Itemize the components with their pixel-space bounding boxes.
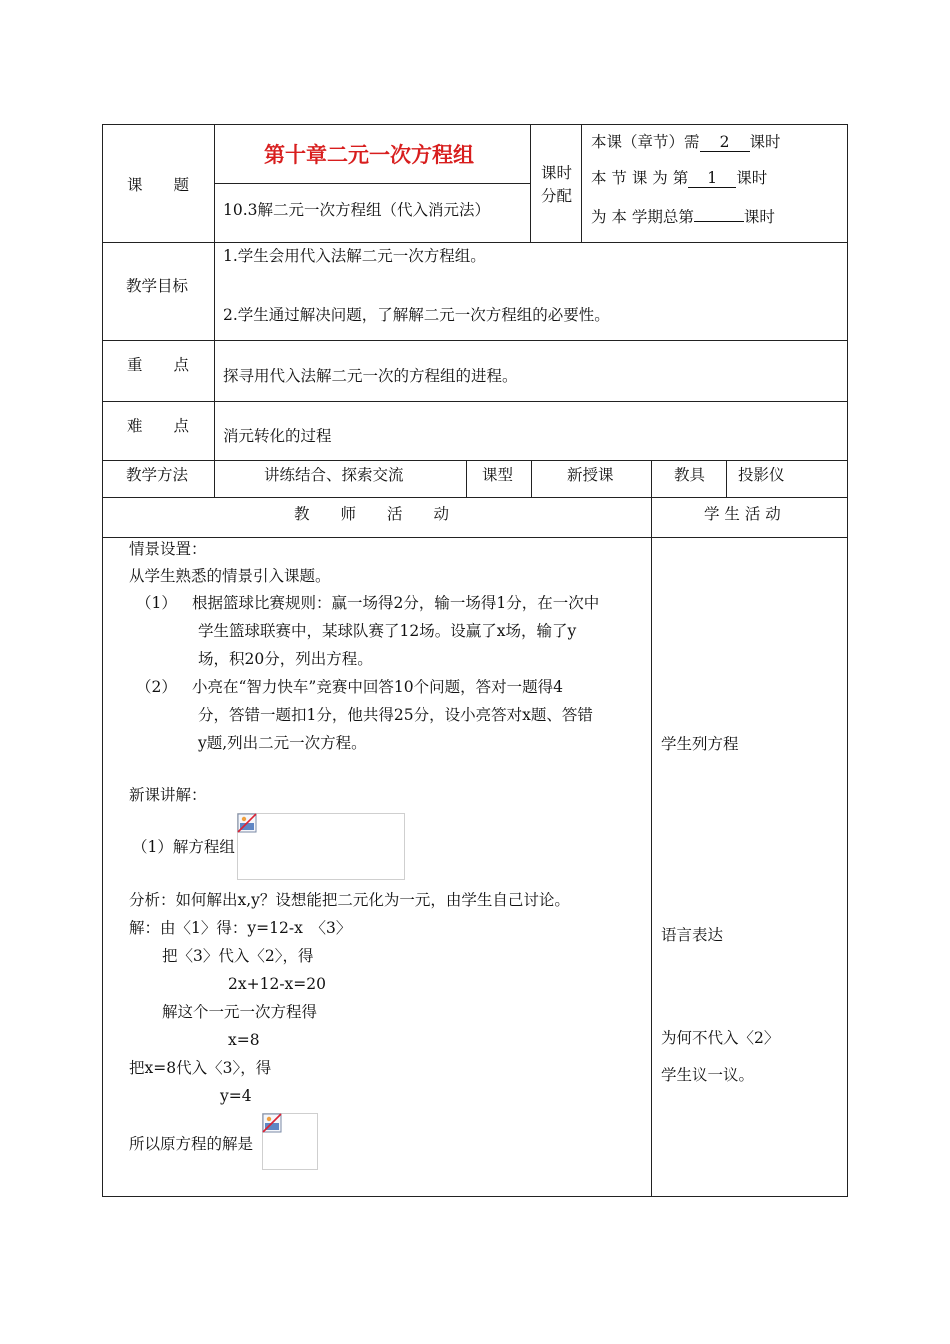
new-lesson-heading: 新课讲解：	[129, 786, 207, 804]
conclusion-text: 所以原方程的解是	[129, 1135, 254, 1153]
solution-step-4: 解这个一元一次方程得	[162, 1003, 318, 1021]
hours-line-1-prefix: 本课（章节）需	[591, 133, 700, 151]
topic-label: 课 题	[127, 176, 190, 194]
solution-step-3: 2x+12-x=20	[228, 975, 327, 993]
goals-label: 教学目标	[126, 277, 189, 295]
method-divider-1	[466, 460, 467, 497]
method-label: 教学方法	[126, 466, 189, 484]
problem-2-line-3: y题,列出二元一次方程。	[198, 734, 367, 752]
student-activity-2: 语言表达	[661, 926, 724, 944]
table-border-bottom	[102, 1196, 848, 1197]
solution-image	[262, 1113, 318, 1170]
method-divider-3	[651, 460, 652, 497]
solution-step-1: 解：由〈1〉得：y=12-x 〈3〉	[129, 919, 352, 937]
title-column-divider	[530, 124, 531, 243]
scenario-heading: 情景设置：	[129, 540, 207, 558]
problem-1-line-3: 场，积20分，列出方程。	[198, 650, 373, 668]
equation-system-image	[237, 813, 405, 880]
teaching-tool-value: 投影仪	[738, 466, 785, 484]
broken-image-icon	[236, 812, 258, 834]
teacher-activity-header: 教 师 活 动	[294, 505, 450, 523]
student-activity-4: 学生议一议。	[661, 1066, 755, 1084]
hours-line-2-value: 1	[688, 170, 736, 188]
problem-2-line-1: 小亮在“智力快车”竞赛中回答10个问题，答对一题得4	[192, 678, 563, 696]
label-column-divider	[214, 124, 215, 497]
difficulty-label: 难 点	[127, 417, 190, 435]
chapter-title: 第十章二元一次方程组	[264, 142, 474, 167]
row-divider-activity-header	[102, 497, 848, 498]
solution-step-5: x=8	[228, 1031, 260, 1049]
student-activity-1: 学生列方程	[661, 735, 739, 753]
solution-step-6: 把x=8代入〈3〉，得	[129, 1059, 272, 1077]
hours-label-line2: 分配	[541, 187, 573, 205]
hours-line-1-suffix: 课时	[749, 133, 781, 151]
activity-column-divider	[651, 497, 652, 1197]
key-point-text: 探寻用代入法解二元一次的方程组的进程。	[223, 367, 518, 385]
problem-1-number: （1）	[136, 594, 177, 612]
method-value: 讲练结合、探索交流	[264, 466, 404, 484]
lesson-type-label: 课型	[482, 466, 514, 484]
table-border-left	[102, 124, 103, 1197]
hours-line-3-value	[694, 204, 744, 222]
section-title: 10.3解二元一次方程组（代入消元法）	[223, 201, 491, 219]
analysis-text: 分析：如何解出x,y？设想能把二元化为一元，由学生自己讨论。	[129, 891, 570, 909]
solution-step-2: 把〈3〉代入〈2〉，得	[162, 947, 314, 965]
lesson-type-value: 新授课	[567, 466, 614, 484]
hours-line-1-value: 2	[700, 134, 750, 152]
hours-line-2-prefix: 本 节 课 为 第	[591, 169, 689, 187]
scenario-intro: 从学生熟悉的情景引入课题。	[129, 567, 331, 585]
key-point-label: 重 点	[127, 356, 190, 374]
student-activity-3: 为何不代入〈2〉	[661, 1029, 780, 1047]
method-divider-4	[726, 460, 727, 497]
problem-2-number: （2）	[136, 678, 177, 696]
goal-item-2: 2.学生通过解决问题，了解解二元一次方程组的必要性。	[223, 306, 610, 324]
problem-2-line-2: 分，答错一题扣1分，他共得25分，设小亮答对x题、答错	[198, 706, 593, 724]
problem-1-line-1: 根据篮球比赛规则：赢一场得2分，输一场得1分，在一次中	[192, 594, 600, 612]
difficulty-text: 消元转化的过程	[223, 427, 332, 445]
hours-line-2-suffix: 课时	[736, 169, 768, 187]
goal-item-1: 1.学生会用代入法解二元一次方程组。	[223, 247, 486, 265]
row-divider-activity-body	[102, 537, 848, 538]
hours-label-divider	[581, 124, 582, 243]
hours-label-line1: 课时	[541, 164, 573, 182]
title-divider	[214, 183, 530, 184]
problem-1-line-2: 学生篮球联赛中，某球队赛了12场。设赢了x场，输了y	[198, 622, 577, 640]
solution-step-7: y=4	[220, 1087, 252, 1105]
hours-line-3	[591, 204, 775, 227]
table-border-right	[847, 124, 848, 1197]
method-divider-2	[531, 460, 532, 497]
hours-line-3-prefix: 为 本 学期总第	[591, 208, 694, 226]
solve-system-prefix: （1）解方程组	[132, 838, 235, 856]
hours-line-1	[591, 132, 781, 152]
teaching-tool-label: 教具	[674, 466, 706, 484]
broken-image-icon	[261, 1112, 283, 1134]
student-activity-header: 学 生 活 动	[704, 505, 781, 523]
hours-line-2	[591, 168, 767, 188]
hours-line-3-suffix: 课时	[743, 208, 775, 226]
